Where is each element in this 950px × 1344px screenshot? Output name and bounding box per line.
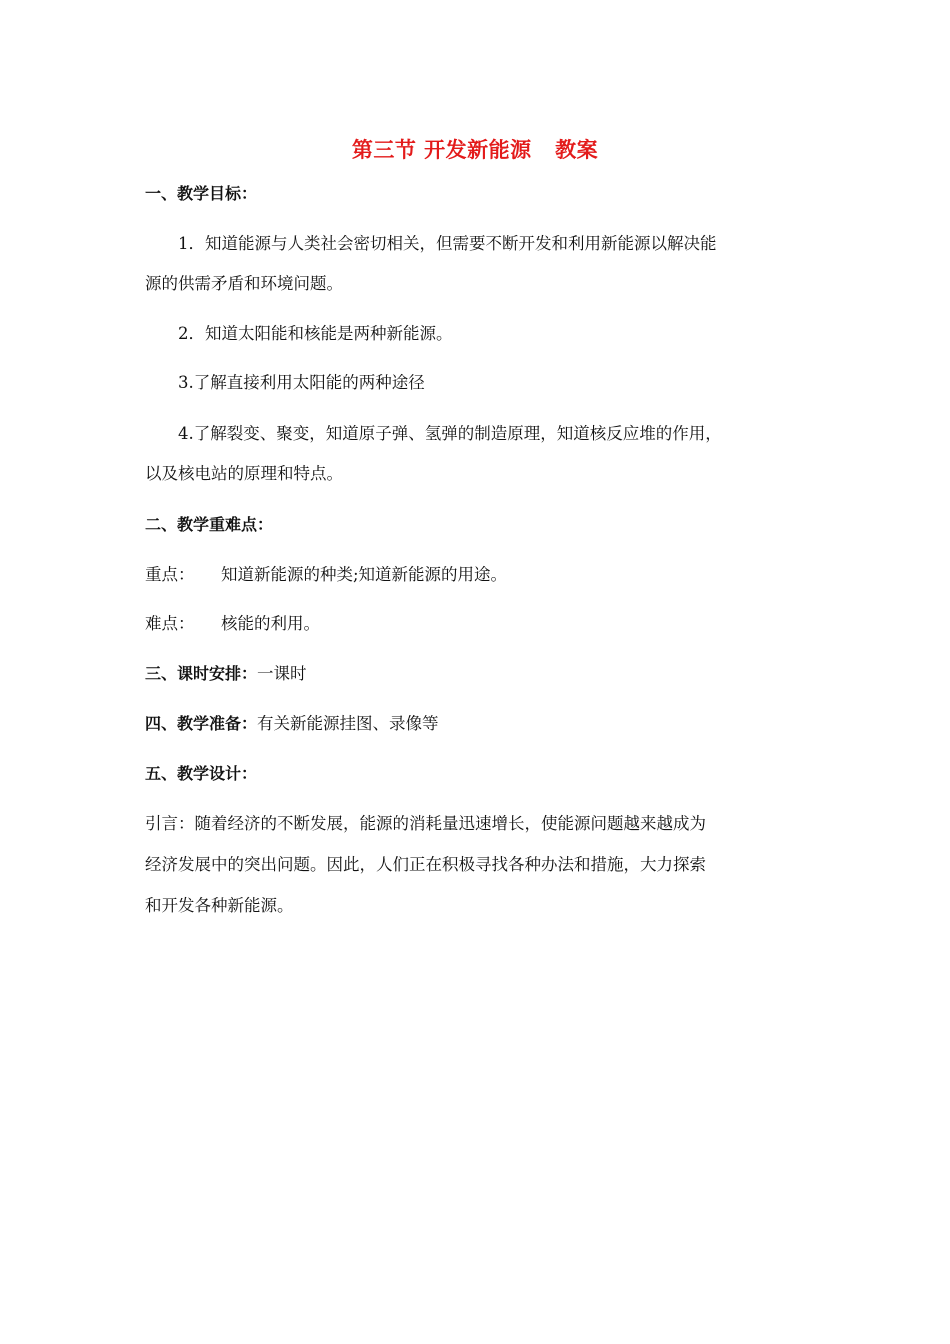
- key-point-label: 重点：: [145, 565, 195, 584]
- section-schedule: [145, 660, 815, 688]
- key-point-text: 知道新能源的种类;知道新能源的用途。: [221, 565, 508, 584]
- difficult-point-label: 难点：: [145, 614, 195, 633]
- schedule-text: 一课时: [257, 664, 307, 683]
- intro-line-1: 引言：随着经济的不断发展，能源的消耗量迅速增长，使能源问题越来越成为: [145, 814, 706, 833]
- objective-1-line-1: 1．知道能源与人类社会密切相关，但需要不断开发和利用新能源以解决能: [178, 234, 717, 253]
- section-heading-key-points: 二、教学重难点：: [145, 515, 274, 534]
- difficult-point-row: [145, 610, 815, 638]
- section-preparation: [145, 710, 815, 738]
- section-heading-preparation: 四、教学准备：: [145, 714, 258, 733]
- key-point-row: [145, 561, 815, 589]
- document-title: 第三节 开发新能源 教案: [351, 138, 599, 162]
- objective-4-line-2: 以及核电站的原理和特点。: [145, 464, 343, 483]
- objective-3: 3.了解直接利用太阳能的两种途径: [178, 373, 425, 392]
- section-heading-design: 五、教学设计：: [145, 764, 258, 783]
- intro-line-2: 经济发展中的突出问题。因此，人们正在积极寻找各种办法和措施，大力探索: [145, 855, 706, 874]
- intro-line-3: 和开发各种新能源。: [145, 896, 294, 915]
- objective-1-line-2: 源的供需矛盾和环境问题。: [145, 274, 343, 293]
- section-heading-schedule: 三、课时安排：: [145, 664, 258, 683]
- objective-4-line-1: 4.了解裂变、聚变，知道原子弹、氢弹的制造原理，知道核反应堆的作用，: [178, 424, 722, 443]
- difficult-point-text: 核能的利用。: [221, 614, 320, 633]
- section-heading-objectives: 一、教学目标：: [145, 184, 258, 203]
- objective-2: 2．知道太阳能和核能是两种新能源。: [178, 324, 453, 343]
- preparation-text: 有关新能源挂图、录像等: [257, 714, 439, 733]
